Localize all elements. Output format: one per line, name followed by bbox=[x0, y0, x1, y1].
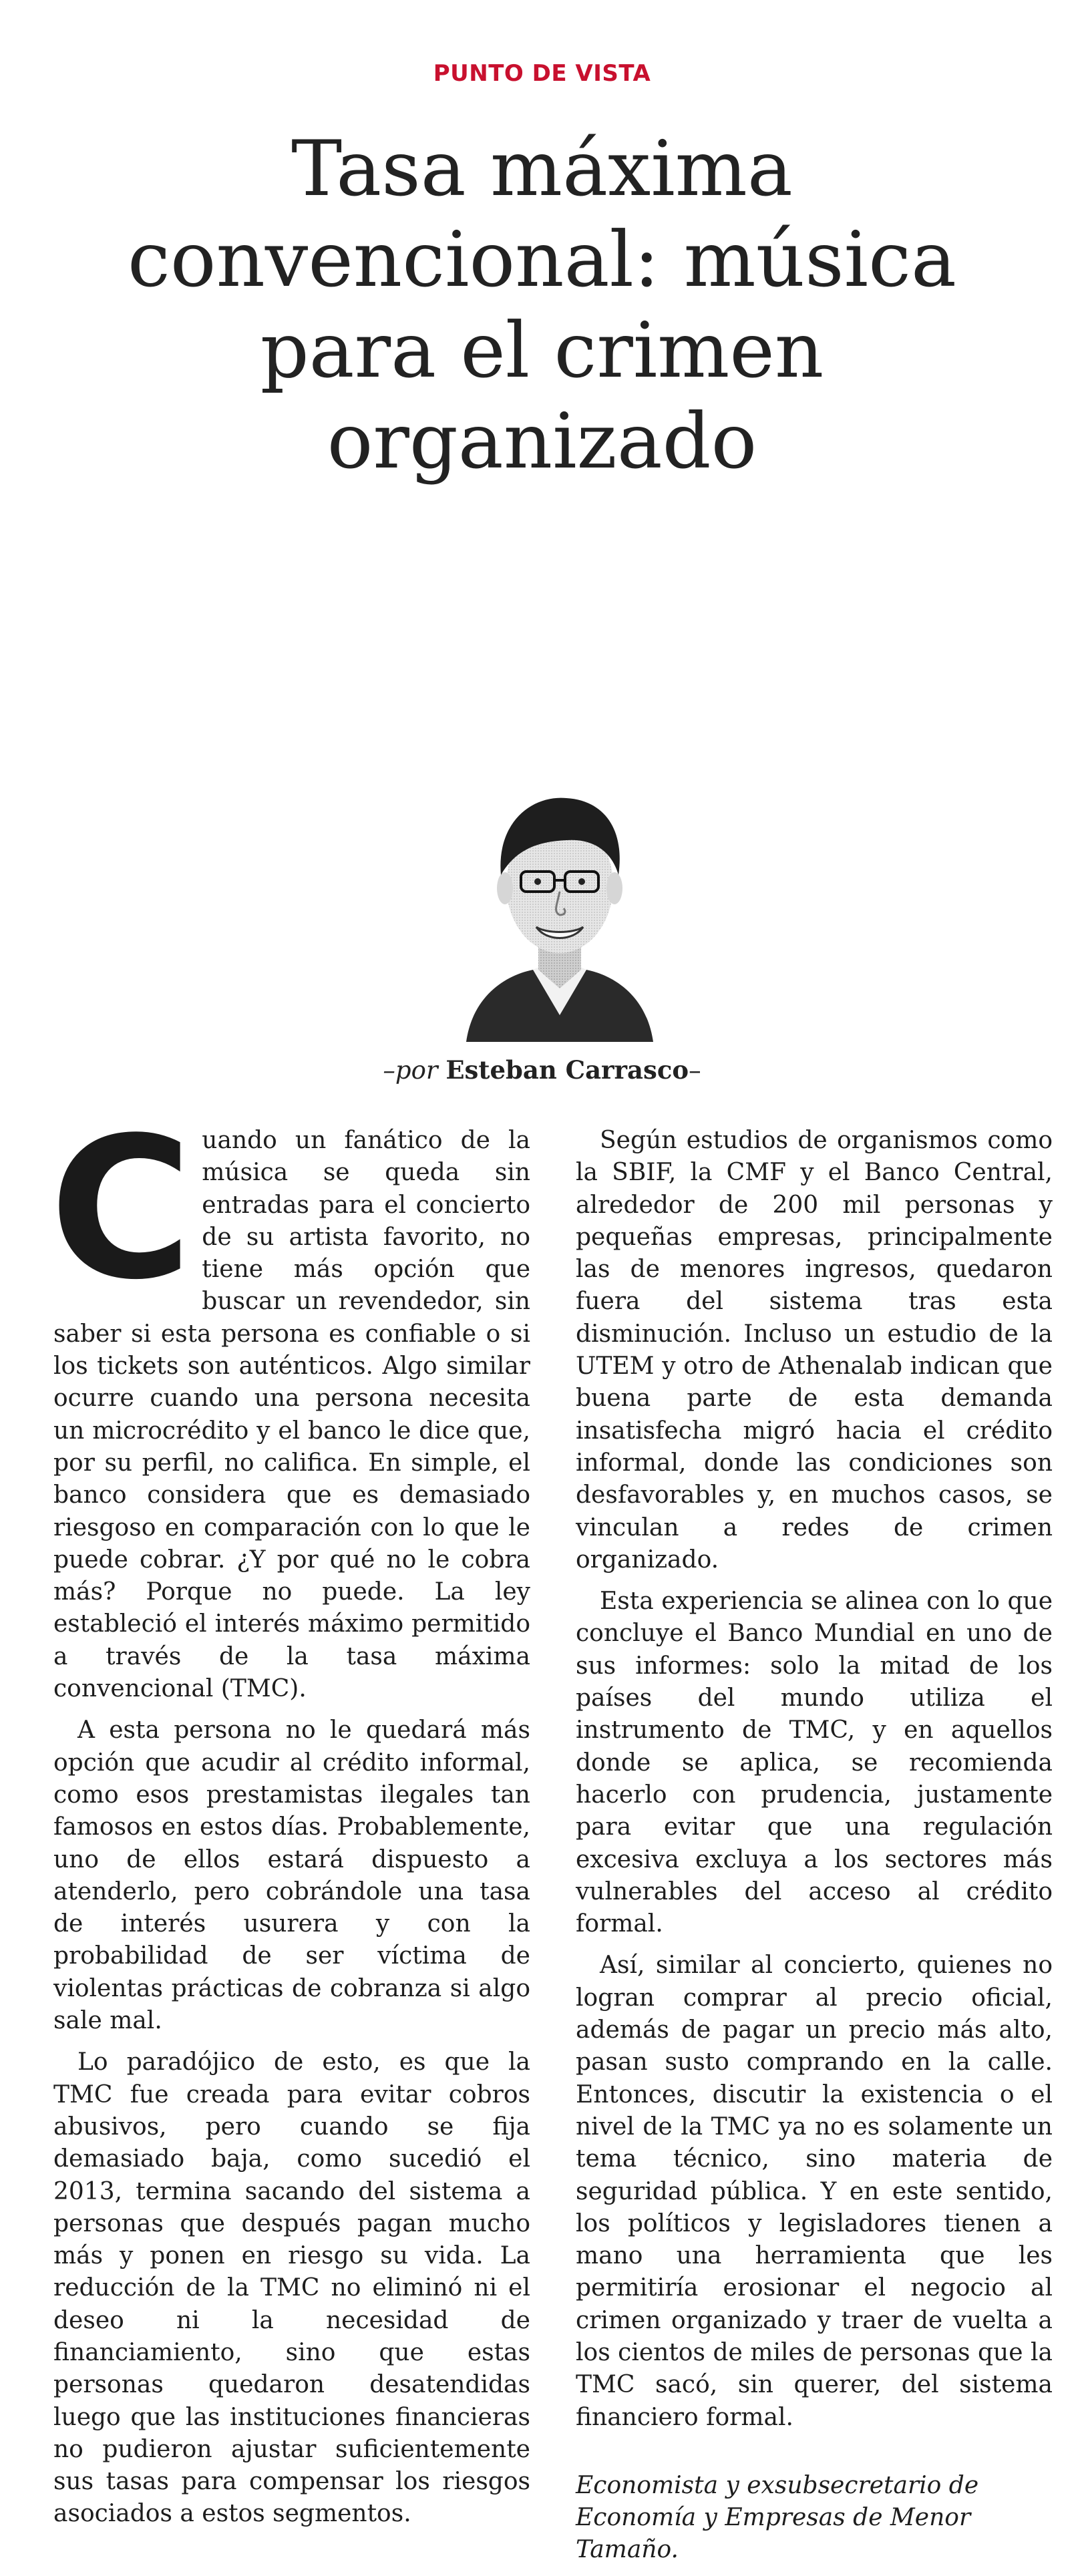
paragraph-text: uando un fanático de la música se queda sin entradas para el concierto de su artista favorito, no tiene más opción que buscar un revendedor, sin saber si esta persona es confiable o si los tickets son auténticos. Algo similar ocurre cuando una persona necesita un microcrédito y el banco le dice que, por su perfil, no califica. En simple, el banco considera que es demasiado riesgoso en comparación con lo que le puede cobrar. ¿Y por qué no le cobra más? Porque no puede. La ley estableció el interés máximo permitido a través de la tasa máxima convencional (TMC). bbox=[53, 1127, 530, 1703]
article-column-right bbox=[576, 1125, 1053, 2576]
author-name: Esteban Carrasco bbox=[445, 1055, 689, 1085]
author-portrait bbox=[460, 775, 660, 1042]
section-label: PUNTO DE VISTA bbox=[433, 60, 651, 87]
paragraph: Lo paradójico de esto, es que la TMC fue creada para evitar cobros abusivos, pero cuando se fija demasiado baja, como sucedió el 2013, termina sacando del sistema a personas que después pagan mucho más y ponen en riesgo su vida. La reducción de la TMC no eliminó ni el deseo ni la necesidad de financiamiento, sino que estas personas quedaron desatendidas luego que las instituciones financieras no pudieron ajustar suficientemente sus tasas para compensar los riesgos asociados a estos segmentos. bbox=[53, 2048, 530, 2528]
byline-suffix: – bbox=[689, 1056, 701, 1085]
paragraph: A esta persona no le quedará más opción que acudir al crédito informal, como esos prestamistas ilegales tan famosos en estos días. Probablemente, uno de ellos estará dispuesto a atenderlo, pero cobrándole una tasa de interés usurera y con la probabilidad de ser víctima de violentas prácticas de cobranza si algo sale mal. bbox=[53, 1716, 530, 2035]
byline-prefix: –por bbox=[383, 1056, 438, 1085]
paragraph: Según estudios de organismos como la SBIF, la CMF y el Banco Central, alrededor de 200 mil personas y pequeñas empresas, principalmente las de menores ingresos, quedaron fuera del sistema tras esta disminución. Incluso un estudio de la UTEM y otro de Athenalab indican que buena parte de esta demanda insatisfecha migró hacia el crédito informal, donde las condiciones son desfavorables y, en muchos casos, se vinculan a redes de crimen organizado. bbox=[576, 1127, 1053, 1574]
author-bio: Economista y exsubsecretario de Economía y Empresas de Menor Tamaño. bbox=[576, 2471, 979, 2564]
byline bbox=[0, 1055, 1084, 1085]
article-column-left bbox=[49, 1095, 530, 2540]
paragraph bbox=[49, 1095, 530, 1705]
drop-cap: C bbox=[49, 1095, 193, 1322]
paragraph: Así, similar al concierto, quienes no logran comprar al precio oficial, además de pagar un precio más alto, pasan susto comprando en la calle. Entonces, discutir la existencia o el nivel de la TMC ya no es solamente un tema técnico, sino materia de seguridad pública. Y en este sentido, los políticos y legisladores tienen a mano una herramienta que les permitiría erosionar el negocio al crimen organizado y traer de vuelta a los cientos de miles de personas que la TMC sacó, sin querer, del sistema financiero formal. bbox=[576, 1952, 1053, 2431]
headline: Tasa máxima convencional: música para el crimen organizado bbox=[128, 124, 956, 486]
paragraph: Esta experiencia se alinea con lo que concluye el Banco Mundial en uno de sus informes: solo la mitad de los países del mundo utiliza el instrumento de TMC, y en aquellos donde se aplica, se recomienda hacerlo con prudencia, justamente para evitar que una regulación excesiva excluya a los sectores más vulnerables del acceso al crédito formal. bbox=[576, 1588, 1053, 1938]
